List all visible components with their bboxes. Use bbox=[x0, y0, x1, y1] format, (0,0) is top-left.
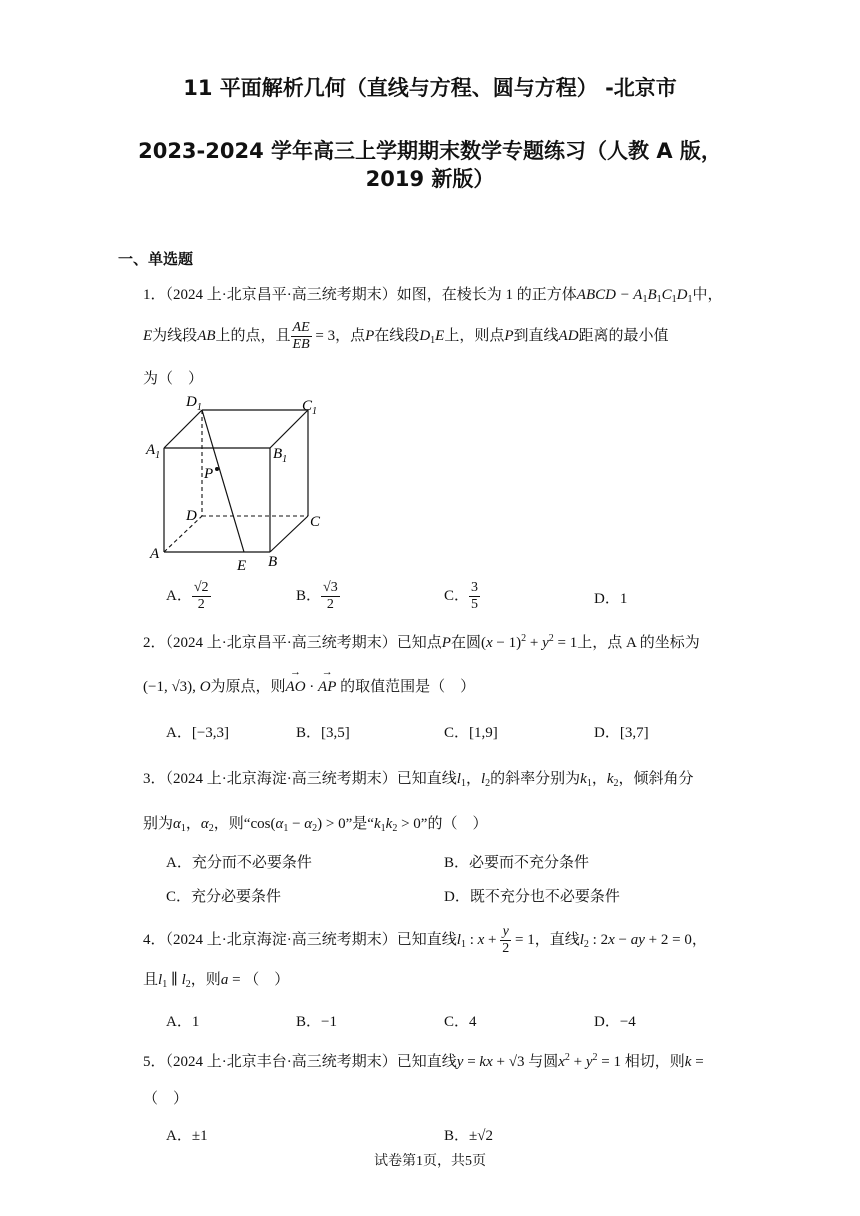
q3-option-c[interactable]: C．充分必要条件 bbox=[166, 889, 282, 905]
q2-line-2: (−1, √3), O为原点，则→ AO · → AP 的取值范围是（ ） bbox=[143, 675, 475, 696]
q1-ratio-fraction: $\frac{AE}{EB}$ bbox=[292, 320, 310, 352]
q1-text: 在线段 bbox=[374, 327, 420, 344]
q1-line-2: E为线段AB上的点，且 $\frac{AE}{EB}$ = 3，点P在线段$D_1E$上，则点P到直线AD距离的最小值 bbox=[143, 320, 669, 352]
q1-line-3: 为（ ） bbox=[143, 371, 204, 387]
q2-option-b[interactable]: B．[3,5] bbox=[296, 725, 350, 741]
q1-option-d[interactable]: D．1 bbox=[594, 591, 628, 607]
q2-line-1: 2．（2024 上·北京昌平·高三统考期末）已知点P在圆$(x - 1)^2 + y^2 = 1$上，点 A 的坐标为 bbox=[143, 633, 700, 651]
q4-option-a[interactable]: A．1 bbox=[166, 1014, 200, 1030]
q4-option-c[interactable]: C．4 bbox=[444, 1014, 477, 1030]
cube-figure bbox=[140, 390, 340, 575]
q1-text: 为线段 bbox=[152, 327, 198, 344]
figure-label-d1: $D_1$ bbox=[186, 394, 202, 413]
figure-label-c1: $C_1$ bbox=[302, 398, 318, 417]
q3-option-b[interactable]: B．必要而不充分条件 bbox=[444, 855, 590, 871]
section-heading: 一、单选题 bbox=[118, 250, 194, 268]
document-title-line-2: 2023-2024 学年高三上学期期末数学专题练习（人教 A 版， bbox=[138, 139, 722, 163]
figure-label-a: A bbox=[150, 546, 160, 562]
figure-label-a1: $A_1$ bbox=[146, 442, 161, 461]
q1-text: ，点 bbox=[335, 327, 366, 344]
q1-text: 上，则点 bbox=[444, 327, 505, 344]
q1-text: 到直线 bbox=[513, 327, 559, 344]
q2-option-c[interactable]: C．[1,9] bbox=[444, 725, 498, 741]
q1-text: 上的点，且 bbox=[215, 327, 291, 344]
figure-label-p: P bbox=[204, 466, 214, 482]
q1-option-c[interactable]: C． $\frac{3}{5}$ bbox=[444, 580, 479, 612]
q1-line-1 bbox=[143, 283, 723, 305]
q1-text: 距离的最小值 bbox=[578, 327, 669, 344]
figure-label-d: D bbox=[186, 508, 197, 524]
q4-line-1: 4．（2024 上·北京海淀·高三统考期末）已知直线$l_1$ : x + $\frac{y}{2}$ = 1，直线$l_2$ : 2x − ay + 2 = 0， bbox=[143, 924, 707, 956]
q1-option-a[interactable]: A． $\frac{√2}{2}$ bbox=[166, 580, 209, 612]
q3-option-d[interactable]: D．既不充分也不必要条件 bbox=[444, 889, 620, 905]
q1-option-b[interactable]: B． $\frac{√3}{2}$ bbox=[296, 580, 338, 612]
q2-option-a[interactable]: A．[−3,3] bbox=[166, 725, 230, 741]
q1-source: （2024 上·北京昌平·高三统考期末） bbox=[165, 287, 397, 303]
figure-label-c: C bbox=[310, 514, 321, 530]
q5-line-1: 5．（2024 上·北京丰台·高三统考期末）已知直线y = kx + √3 与圆$x^2 + y^2 = 1$ 相切，则k = bbox=[143, 1052, 704, 1070]
q1-text: 中， bbox=[692, 287, 723, 303]
q1-number: 1． bbox=[143, 287, 166, 303]
q2-option-d[interactable]: D．[3,7] bbox=[594, 725, 649, 741]
q4-option-d[interactable]: D．−4 bbox=[594, 1014, 636, 1030]
q3-line-1: 3．（2024 上·北京海淀·高三统考期末）已知直线$l_1$，$l_2$的斜率分别为$k_1$，$k_2$，倾斜角分 bbox=[143, 771, 694, 789]
q3-option-a[interactable]: A．充分而不必要条件 bbox=[166, 855, 312, 871]
document-title-line-3: 2019 新版） bbox=[365, 167, 495, 191]
figure-label-b: B bbox=[268, 554, 278, 570]
page-footer: 试卷第1页，共5页 bbox=[374, 1154, 486, 1169]
q4-line-2: 且$l_1$ ∥ $l_2$，则a = （ ） bbox=[143, 972, 290, 990]
q3-line-2: 别为$\alpha_1$，$\alpha_2$，则“$\cos(\alpha_1 - \alpha_2) > 0$”是“$k_1k_2 > 0$”的（ ） bbox=[143, 816, 488, 834]
document-title-line-1: 11 平面解析几何（直线与方程、圆与方程） -北京市 bbox=[183, 76, 677, 100]
q5-option-b[interactable]: B．±√2 bbox=[444, 1128, 493, 1144]
q1-text: 如图，在棱长为 1 的正方体 bbox=[396, 287, 577, 303]
q4-option-b[interactable]: B．−1 bbox=[296, 1014, 337, 1030]
q5-option-a[interactable]: A．±1 bbox=[166, 1128, 208, 1144]
figure-label-b1: $B_1$ bbox=[273, 446, 288, 465]
figure-label-e: E bbox=[237, 558, 247, 574]
q1-cube-label: ABCD − $A_1B_1C_1D_1$ bbox=[576, 287, 693, 305]
q5-line-2: （ ） bbox=[143, 1091, 189, 1107]
